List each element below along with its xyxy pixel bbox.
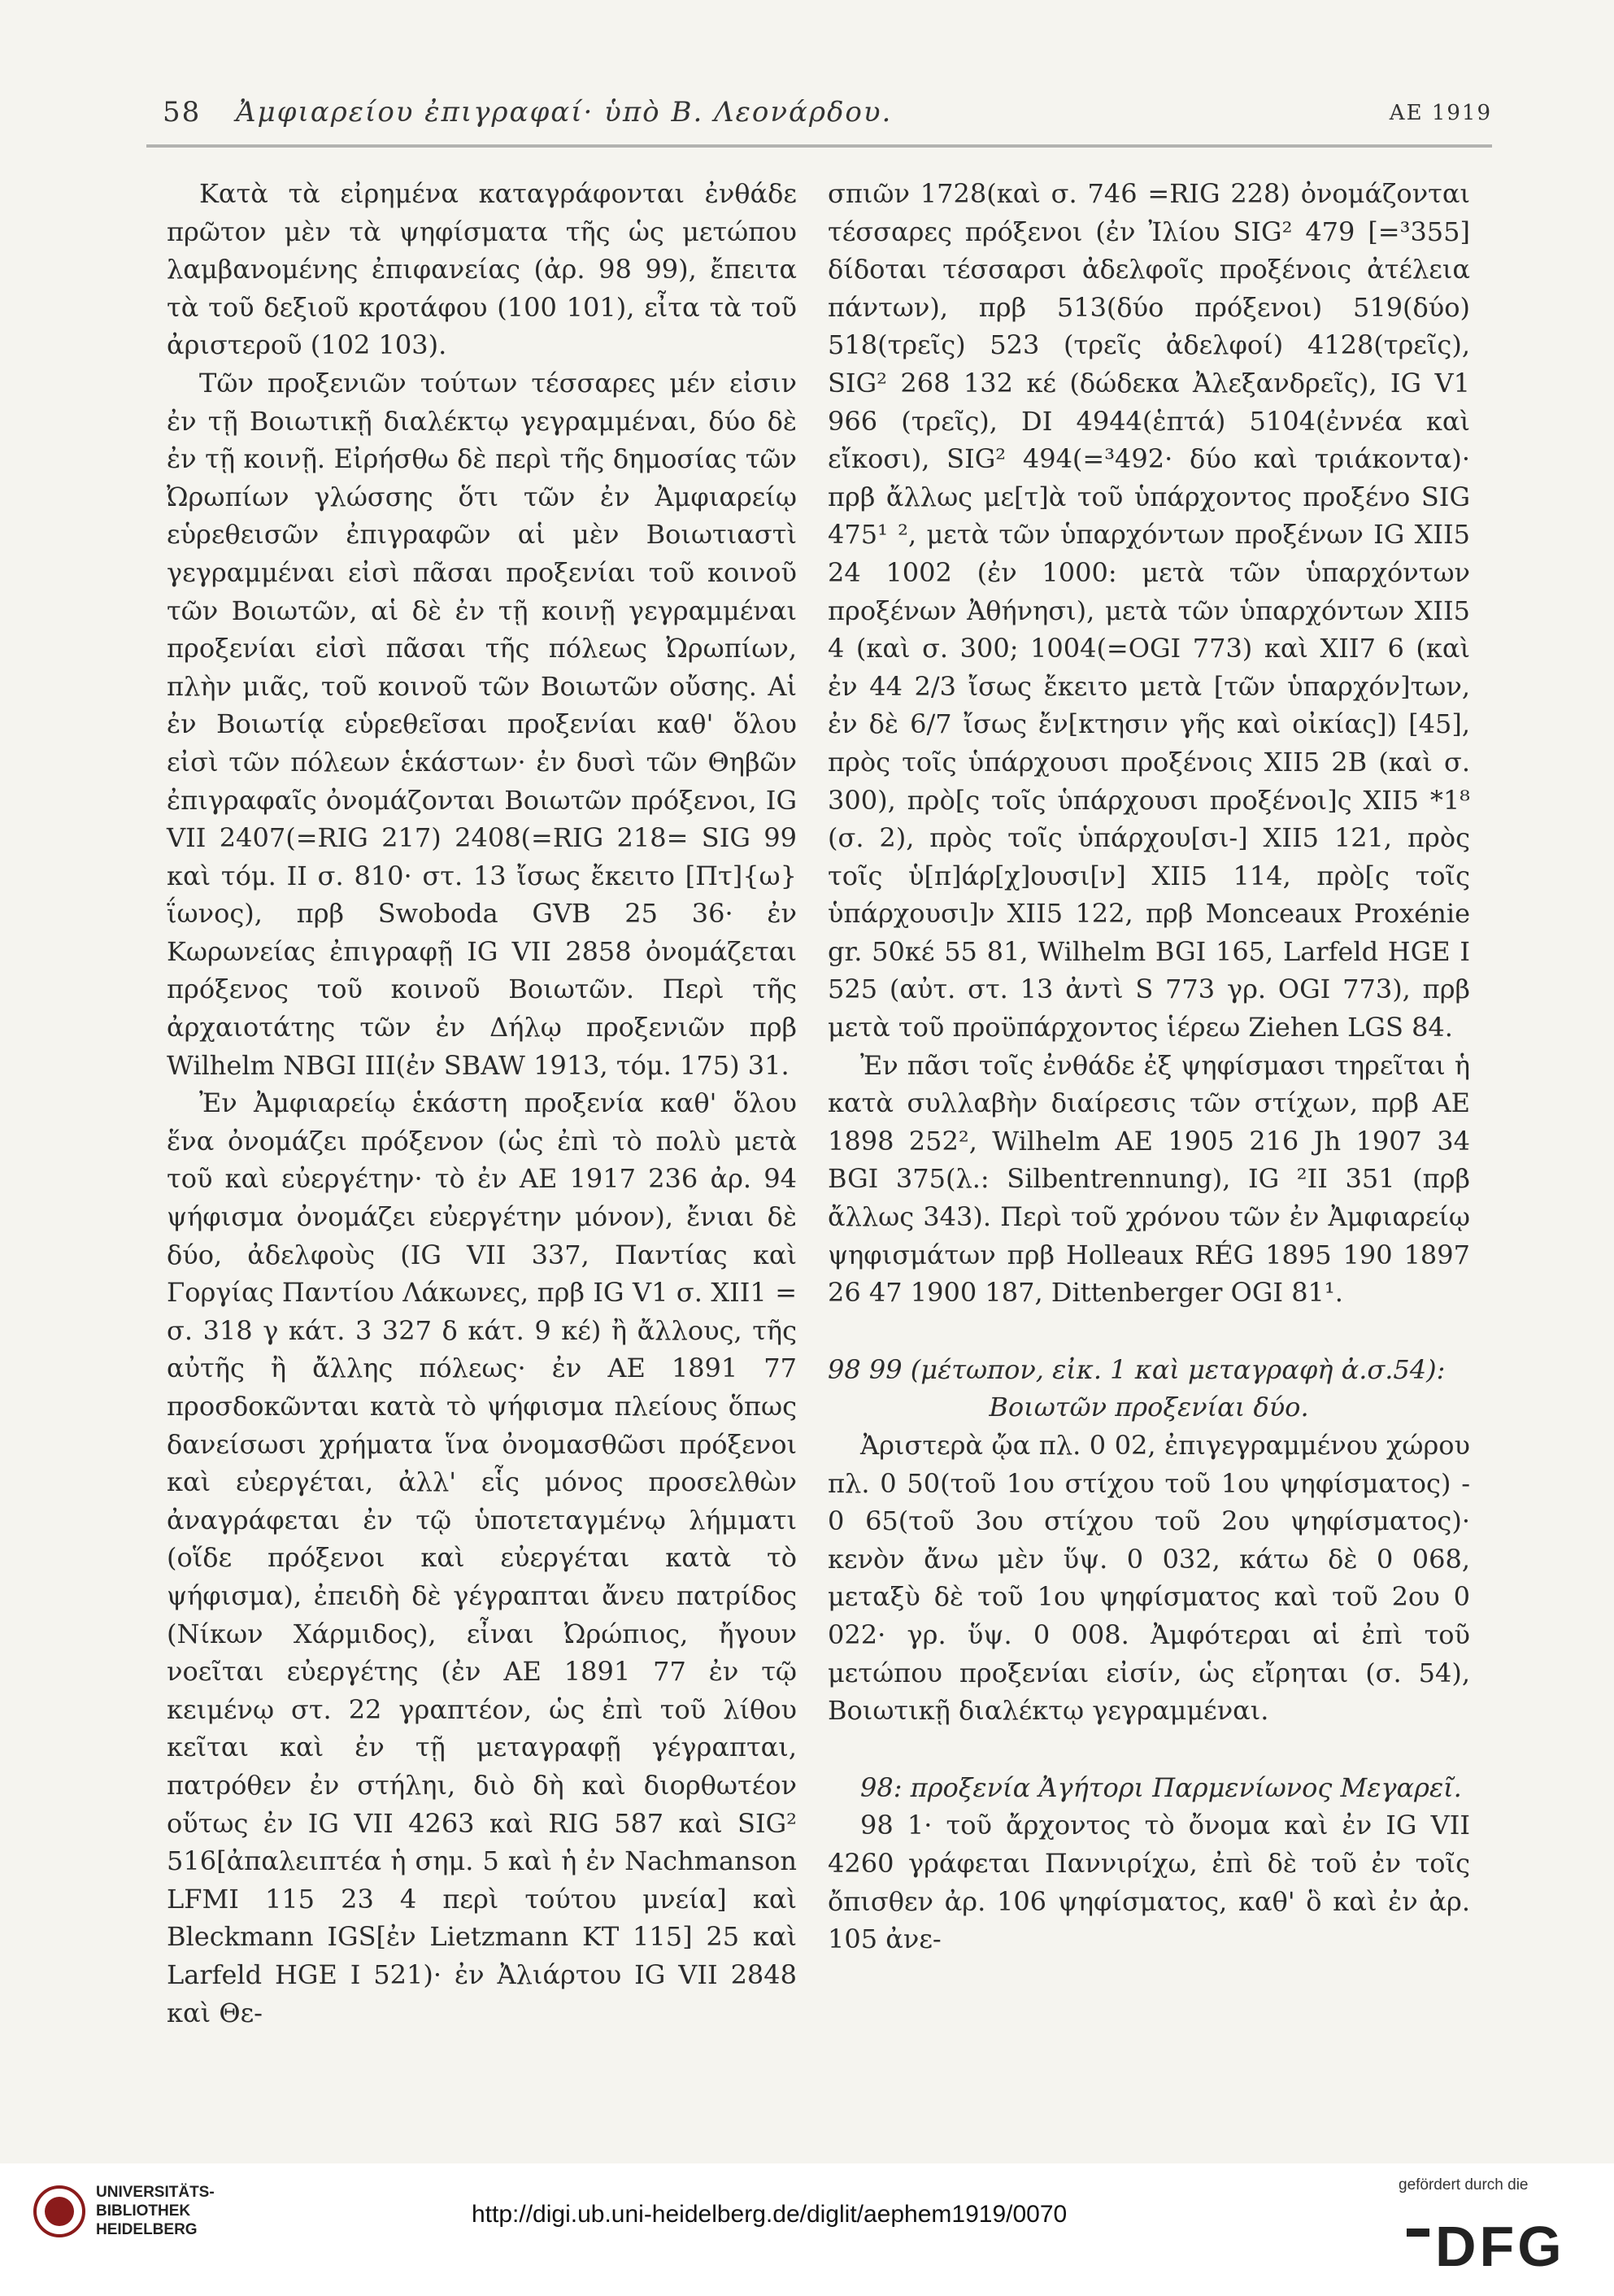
section-subtitle: Βοιωτῶν προξενίαι δύο. <box>989 1392 1309 1423</box>
left-column <box>167 175 797 2032</box>
journal-reference: ΑΕ 1919 <box>1389 101 1492 125</box>
section-heading: 98: προξενία Ἀγήτορι Παρμενίωνος Μεγαρεῖ. <box>860 1771 1462 1803</box>
paragraph: Ἐν Ἀμφιαρείῳ ἑκάστη προξενία καθ' ὅλου ἕνα ὀνομάζει πρόξενον (ὡς ἐπὶ τὸ πολὺ μετὰ τοῦ καὶ εὐεργέτην· τὸ ἐν ΑΕ 1917 236 ἀρ. 94 ψήφισμα ὀνομάζει εὐεργέτην μόνον), ἔνιαι δὲ δύο, ἀδελφοὺς (IG VII 337, Παντίας καὶ Γοργίας Παντίου Λάκωνες, πρβ IG V1 σ. XII1 = σ. 318 γ κάτ. 3 327 δ κάτ. 9 κέ) ἢ ἄλλους, τῆς αὐτῆς ἢ ἄλλης πόλεως· ἐν ΑΕ 1891 77 προσδοκῶνται κατὰ τὸ ψήφισμα πλείους ὅπως δανείσωσι χρήματα ἵνα ὀνομασθῶσι πρόξενοι καὶ εὐεργέται, ἀλλ' εἷς μόνος προσελθὼν ἀναγράφεται ἐν τῷ ὑποτεταγμένῳ λήμματι (οἵδε πρόξενοι καὶ εὐεργέται κατὰ τὸ ψήφισμα), ἐπειδὴ δὲ γέγραπται ἄνευ πατρίδος (Νίκων Χάρμιδος), εἶναι Ὠρώπιος, ἤγουν νοεῖται εὐεργέτης (ἐν ΑΕ 1891 77 ἐν τῷ κειμένῳ στ. 22 γραπτέον, ὡς ἐπὶ τοῦ λίθου κεῖται καὶ ἐν τῇ μεταγραφῇ γέγραπται, πατρόθεν ἐν στήληι, διὸ δὴ καὶ διορθωτέον οὕτως ἐν IG VII 4263 καὶ RIG 587 καὶ SIG² 516[ἀπαλειπτέα ἡ σημ. 5 καὶ ἡ ἐν Nachmanson LFMI 115 23 4 περὶ τούτου μνεία] καὶ Bleckmann IGS[ἐν Lietzmann KT 115] 25 καὶ Larfeld HGE I 521)· ἐν Ἀλιάρτου IG VII 2848 καὶ Θε- <box>167 1087 797 2028</box>
paragraph: Τῶν προξενιῶν τούτων τέσσαρες μέν εἰσιν ἐν τῇ Βοιωτικῇ διαλέκτῳ γεγραμμέναι, δύο δὲ ἐν τῇ κοινῇ. Εἰρήσθω δὲ περὶ τῆς δημοσίας τῶν Ὠρωπίων γλώσσης ὅτι τῶν ἐν Ἀμφιαρείῳ εὑρεθεισῶν ἐπιγραφῶν αἱ μὲν Βοιωτιαστὶ γεγραμμέναι εἰσὶ πᾶσαι προξενίαι τοῦ κοινοῦ τῶν Βοιωτῶν, αἱ δὲ ἐν τῇ κοινῇ γεγραμμέναι προξενίαι εἰσὶ πᾶσαι τῆς πόλεως Ὠρωπίων, πλὴν μιᾶς, τοῦ κοινοῦ τῶν Βοιωτῶν οὔσης. Αἱ ἐν Βοιωτίᾳ εὑρεθεῖσαι προξενίαι καθ' ὅλου εἰσὶ τῶν πόλεων ἑκάστων· ἐν δυσὶ τῶν Θηβῶν ἐπιγραφαῖς ὀνομάζονται Βοιωτῶν πρόξενοι, IG VII 2407(=RIG 217) 2408(=RIG 218= SIG 99 καὶ τόμ. II σ. 810· στ. 13 ἴσως ἔκειτο [Πτ]{ω}ΐωνος), πρβ Swoboda GVB 25 36· ἐν Κωρωνείας ἐπιγραφῇ IG VII 2858 ὀνομάζεται πρόξενος τοῦ κοινοῦ Βοιωτῶν. Περὶ τῆς ἀρχαιοτάτης τῶν ἐν Δήλῳ προξενιῶν πρβ Wilhelm NBGI III(ἐν SBAW 1913, τόμ. 175) 31. <box>167 367 797 1081</box>
source-url-link[interactable]: http://digi.ub.uni-heidelberg.de/diglit/aephem1919/0070 <box>472 2201 1068 2228</box>
dfg-logo: DFG <box>1435 2215 1565 2278</box>
library-name: UNIVERSITÄTS-BIBLIOTHEK HEIDELBERG <box>96 2184 215 2238</box>
paragraph: Ἀριστερὰ ᾤα πλ. 0 02, ἐπιγεγραμμένου χώρου πλ. 0 50(τοῦ 1ου στίχου τοῦ 1ου ψηφίσματος) - 0 65(τοῦ 3ου στίχου τοῦ 2ου ψηφίσματος)· κενὸν ἄνω μὲν ὕψ. 0 032, κάτω δὲ 0 068, μεταξὺ δὲ τοῦ 1ου ψηφίσματος καὶ τοῦ 2ου 0 022· γρ. ὕψ. 0 008. Ἀμφότεραι αἱ ἐπὶ τοῦ μετώπου προξενίαι εἰσίν, ὡς εἴρηται (σ. 54), Βοιωτικῇ διαλέκτῳ γεγραμμέναι. <box>828 1430 1470 1727</box>
section-heading: 98 99 (μέτωπον, εἰκ. 1 καὶ μεταγραφὴ ἀ.σ.54): <box>828 1353 1446 1385</box>
library-logo <box>33 2173 215 2271</box>
paragraph: 98 1· τοῦ ἄρχοντος τὸ ὄνομα καὶ ἐν IG VII 4260 γράφεται Παννιρίχω, ἐπὶ δὲ τοῦ ἐν τοῖς ὄπισθεν ἀρ. 106 ψηφίσματος, καθ' ὃ καὶ ἐν ἀρ. 105 ἀνε- <box>828 1810 1470 1955</box>
funded-by-label: gefördert durch die <box>1399 2176 1529 2194</box>
header-rule <box>146 145 1492 147</box>
footer-bar <box>0 2163 1614 2296</box>
library-seal-icon <box>33 2185 86 2238</box>
paragraph: Κατὰ τὰ εἰρημένα καταγράφονται ἐνθάδε πρῶτον μὲν τὰ ψηφίσματα τῆς ὡς μετώπου λαμβανομένης ἐπιφανείας (ἀρ. 98 99), ἔπειτα τὰ τοῦ δεξιοῦ κροτάφου (100 101), εἶτα τὰ τοῦ ἀριστεροῦ (102 103). <box>167 178 797 361</box>
running-title: Ἀμφιαρείου ἐπιγραφαί· ὑπὸ Β. Λεονάρδου. <box>236 96 893 129</box>
page-header <box>130 96 1492 129</box>
dfg-logo-bar <box>1407 2228 1429 2237</box>
right-column <box>828 175 1470 1958</box>
page-number: 58 <box>163 96 202 129</box>
paragraph: Ἐν πᾶσι τοῖς ἐνθάδε ἐξ ψηφίσμασι τηρεῖται ἡ κατὰ συλλαβὴν διαίρεσις τῶν στίχων, πρβ ΑΕ 1898 252², Wilhelm ΑΕ 1905 216 Jh 1907 34 BGI 375(λ.: Silbentrennung), IG ²II 351 (πρβ ἄλλως 343). Περὶ τοῦ χρόνου τῶν ἐν Ἀμφιαρείῳ ψηφισμάτων πρβ Holleaux RÉG 1895 190 1897 26 47 1900 187, Dittenberger OGI 81¹. <box>828 1049 1470 1309</box>
paragraph: σπιῶν 1728(καὶ σ. 746 =RIG 228) ὀνομάζονται τέσσαρες πρόξενοι (ἐν Ἰλίου SIG² 479 [=³355] δίδοται τέσσαρσι ἀδελφοῖς προξένοις ἀτέλεια πάντων), πρβ 513(δύο πρόξενοι) 519(δύο) 518(τρεῖς) 523 (τρεῖς ἀδελφοί) 4128(τρεῖς), SIG² 268 132 κέ (δώδεκα Ἀλεξανδρεῖς), IG V1 966 (τρεῖς), DI 4944(ἑπτά) 5104(ἐννέα καὶ εἴκοσι), SIG² 494(=³492· δύο καὶ τριάκοντα)· πρβ ἄλλως με[τ]ὰ τοῦ ὑπάρχοντος προξένο SIG 475¹ ², μετὰ τῶν ὑπαρχόντων προξένων IG XII5 24 1002 (ἐν 1000: μετὰ τῶν ὑπαρχόντων προξένων Ἀθήνησι), μετὰ τῶν ὑπαρχόντων XII5 4 (καὶ σ. 300; 1004(=OGI 773) καὶ XII7 6 (καὶ ἐν 44 2/3 ἴσως ἔκειτο μετὰ [τῶν ὑπαρχόν]των, ἐν δὲ 6/7 ἴσως ἔν[κτησιν γῆς καὶ οἰκίας]) [45], πρὸς τοῖς ὑπάρχουσι προξένοις XII5 2B (καὶ σ. 300), πρὸ[ς τοῖς ὑπάρχουσι προξένοι]ς XII5 *1⁸ (σ. 2), πρὸς τοῖς ὑπάρχου[σι-] XII5 121, πρὸς τοῖς ὑ[π]άρ[χ]ουσι[ν] XII5 114, πρὸ[ς τοῖς ὑπάρχουσι]ν XII5 122, πρβ Monceaux Proxénie gr. 50κέ 55 81, Wilhelm BGI 165, Larfeld HGE I 525 (αὐτ. στ. 13 ἀντὶ S 773 γρ. OGI 773), πρβ μετὰ τοῦ προϋπάρχοντος ἱέρεω Ziehen LGS 84. <box>828 178 1471 1043</box>
